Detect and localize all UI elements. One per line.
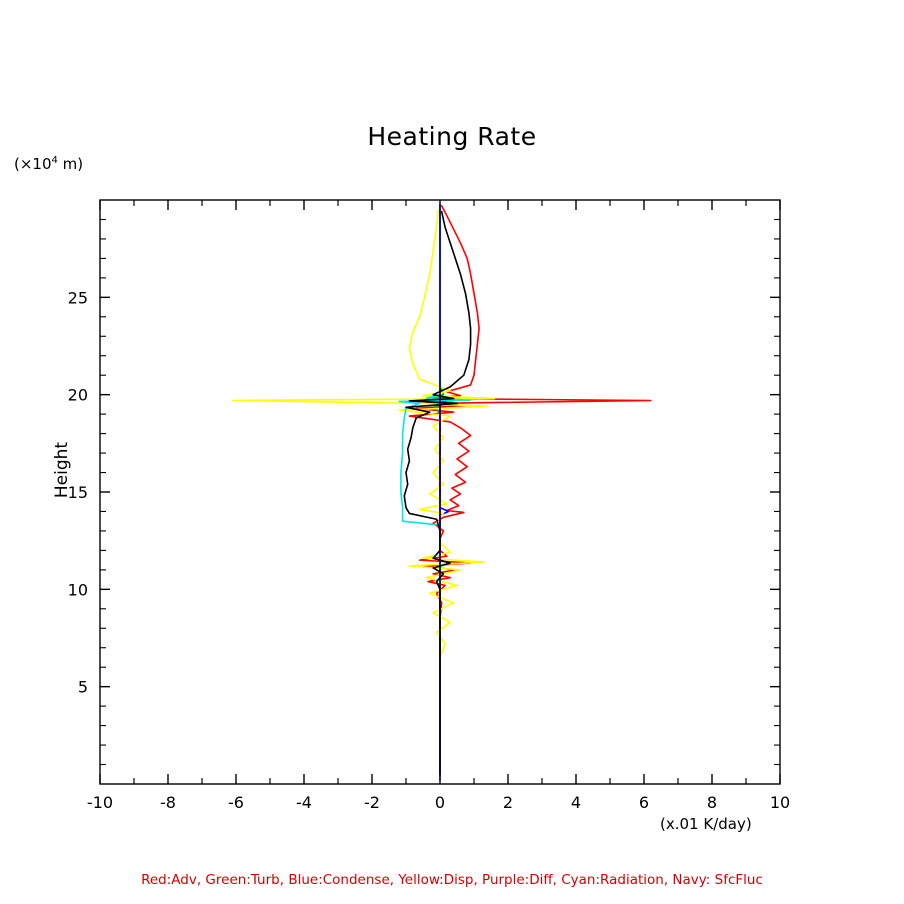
y-axis-unit-label: ($\times 10^4$ m) (14, 155, 84, 173)
x-axis-unit-label: (x.01 K/day) (660, 815, 752, 833)
x-tick-label: 8 (706, 793, 718, 812)
y-tick-label: 20 (67, 385, 88, 405)
series-line-total (404, 212, 470, 775)
y-axis-unit-exponent: 4 (51, 155, 58, 166)
page-title: Heating Rate (367, 122, 537, 151)
series-line-disp (233, 210, 495, 775)
x-tick-label: -10 (86, 793, 114, 812)
data-series-group (233, 204, 651, 780)
y-tick-label: 15 (67, 483, 88, 502)
x-tick-label: 4 (570, 793, 582, 812)
y-tick-label: 10 (67, 580, 88, 600)
y-axis-title: Height (52, 441, 72, 499)
x-tick-label: -6 (228, 793, 244, 812)
x-tick-label: 10 (769, 793, 791, 812)
series-line-condense (440, 206, 449, 774)
y-tick-label: 25 (67, 288, 88, 308)
x-tick-label: 6 (638, 793, 650, 812)
x-tick-label: 2 (502, 793, 514, 812)
y-tick-label: 5 (77, 677, 88, 697)
series-line-turb (413, 206, 478, 774)
legend: Red:Adv, Green:Turb, Blue:Condense, Yellow:Disp, Purple:Diff, Cyan:Radiation, Navy: SfcFluc (141, 872, 763, 888)
x-tick-label: 0 (434, 793, 446, 812)
series-line-adv (409, 206, 650, 774)
x-tick-label: -8 (160, 793, 176, 812)
axis-ticks (68, 200, 791, 812)
x-tick-label: -4 (296, 793, 312, 812)
x-tick-label: -2 (364, 793, 380, 812)
